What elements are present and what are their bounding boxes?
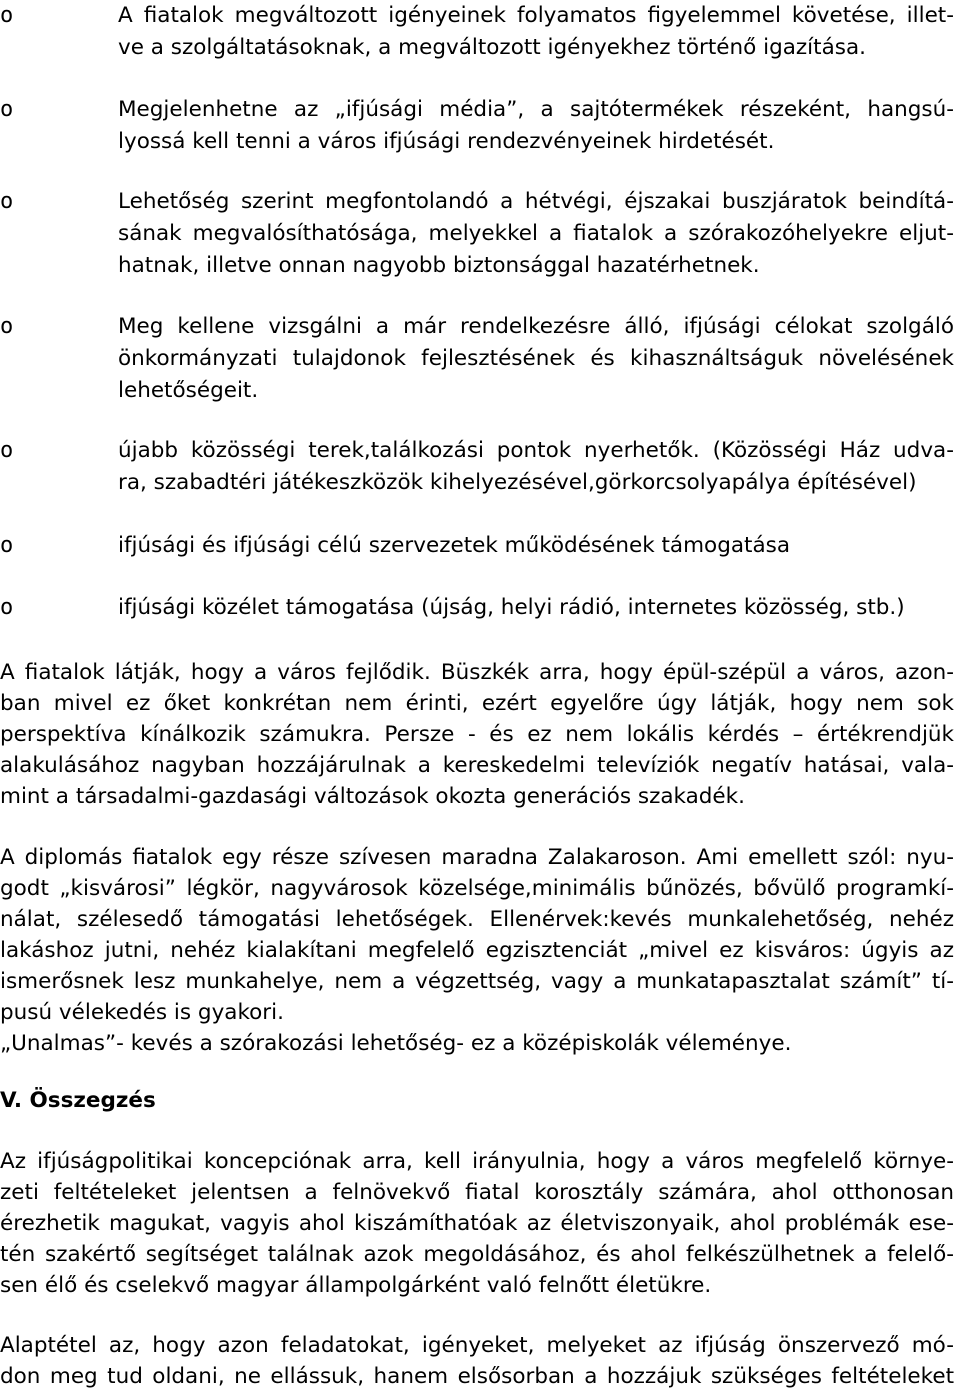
body-paragraph — [0, 1330, 954, 1392]
text-line: zeti feltételeket jelentsen a felnövekvő fiatal korosztály számára, ahol otthonosan — [0, 1180, 954, 1205]
text-line: Alaptétel az, hogy azon feladatokat, igényeket, melyeket az ifjúság önszervező mó- — [0, 1333, 954, 1358]
bullet-marker: o — [0, 97, 14, 122]
text-line: don meg tud oldani, ne ellássuk, hanem elsősorban a hozzájuk szükséges feltételeket — [0, 1364, 954, 1389]
text-line: érezhetik magukat, vagyis ahol kiszámíthatóak az életviszonyaik, ahol problémák ese- — [0, 1211, 954, 1236]
bullet-marker: o — [0, 314, 14, 339]
bullet-marker: o — [0, 595, 14, 620]
text-line: sának megvalósíthatósága, melyekkel a fiatalok a szórakozóhelyekre eljut- — [118, 221, 954, 246]
text-line: ra, szabadtéri játékeszközök kihelyezésével,görkorcsolyapálya építésével) — [118, 470, 917, 495]
text-line: lehetőségeit. — [118, 378, 259, 403]
text-line: ban mivel ez őket konkrétan nem érinti, ezért egyelőre úgy látják, hogy nem sok — [0, 691, 954, 716]
text-line: lakáshoz jutni, nehéz kialakítani megfelelő egzisztenciát „mivel ez kisváros: úgyis az — [0, 938, 954, 963]
text-line: tén szakértő segítséget találnak azok megoldásához, és ahol felkészülhetnek a felelő- — [0, 1242, 954, 1267]
text-line: ifjúsági közélet támogatása (újság, helyi rádió, internetes közösség, stb.) — [118, 595, 905, 620]
text-line: újabb közösségi terek,találkozási pontok nyerhetők. (Közösségi Ház udva- — [118, 438, 954, 463]
text-line: sen élő és cselekvő magyar állampolgárként való felnőtt életükre. — [0, 1273, 712, 1298]
text-line: Az ifjúságpolitikai koncepciónak arra, kell irányulnia, hogy a város megfelelő környe- — [0, 1149, 954, 1174]
body-paragraph — [0, 657, 954, 812]
bullet-marker: o — [0, 533, 14, 558]
text-line: lyossá kell tenni a város ifjúsági rendezvényeinek hirdetését. — [118, 129, 775, 154]
text-line: hatnak, illetve onnan nagyobb biztonsággal hazatérhetnek. — [118, 253, 760, 278]
text-line: A fiatalok látják, hogy a város fejlődik. Büszkék arra, hogy épül-szépül a város, azon- — [0, 660, 954, 685]
text-line: godt „kisvárosi” légkör, nagyvárosok közelsége,minimális bűnözés, bővülő programkí- — [0, 876, 954, 901]
body-paragraph — [0, 1146, 954, 1301]
text-line: ve a szolgáltatásoknak, a megváltozott igényekhez történő igazítása. — [118, 35, 866, 60]
bullet-marker: o — [0, 3, 14, 28]
bullet-text — [118, 186, 954, 282]
body-paragraph — [0, 842, 954, 1059]
text-line: mint a társadalmi-gazdasági változások okozta generációs szakadék. — [0, 784, 745, 809]
text-line: Meg kellene vizsgálni a már rendelkezésre álló, ifjúsági célokat szolgáló — [118, 314, 954, 339]
bullet-text — [118, 0, 954, 64]
text-line: ismerősnek lesz munkahelye, nem a végzettség, vagy a munkatapasztalat számít” tí- — [0, 969, 954, 994]
text-line: Lehetőség szerint megfontolandó a hétvégi, éjszakai buszjáratok beindítá- — [118, 189, 954, 214]
bullet-text — [118, 435, 954, 499]
text-line: alakulásához nagyban hozzájárulnak a kereskedelmi televíziók negatív hatásai, vala- — [0, 753, 954, 778]
bullet-text — [118, 530, 954, 562]
bullet-marker: o — [0, 438, 14, 463]
text-line: nálat, szélesedő támogatási lehetőségek. Ellenérvek:kevés munkalehetőség, nehéz — [0, 907, 954, 932]
text-line: pusú vélekedés is gyakori. — [0, 1000, 284, 1025]
section-heading: V. Összegzés — [0, 1088, 156, 1113]
bullet-text — [118, 311, 954, 407]
text-line: önkormányzati tulajdonok fejlesztésének és kihasználtságuk növelésének — [118, 346, 954, 371]
text-line: perspektíva kínálkozik számukra. Persze - és ez nem lokális kérdés – értékrendjük — [0, 722, 954, 747]
text-line: A fiatalok megváltozott igényeinek folyamatos figyelemmel követése, illet- — [118, 3, 954, 28]
text-line: ifjúsági és ifjúsági célú szervezetek működésének támogatása — [118, 533, 791, 558]
text-line: A diplomás fiatalok egy része szívesen maradna Zalakaroson. Ami emellett szól: nyu- — [0, 845, 954, 870]
text-line: „Unalmas”- kevés a szórakozási lehetőség- ez a középiskolák véleménye. — [0, 1031, 792, 1056]
bullet-marker: o — [0, 189, 14, 214]
bullet-text — [118, 592, 954, 624]
text-line: Megjelenhetne az „ifjúsági média”, a sajtótermékek részeként, hangsú- — [118, 97, 954, 122]
bullet-text — [118, 94, 954, 158]
